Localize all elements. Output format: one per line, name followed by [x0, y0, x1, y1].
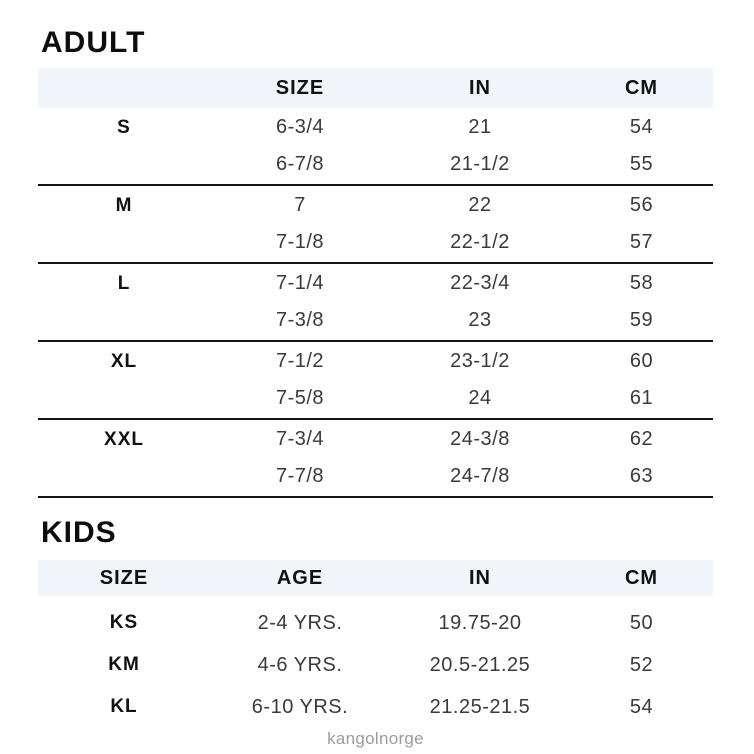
in-cell: 21.25-21.5 [429, 695, 531, 718]
cm-cell: 54 [629, 116, 654, 138]
cm-cell: 56 [629, 194, 654, 216]
column-header-in: IN [469, 566, 491, 589]
table-row [38, 343, 713, 380]
in-cell: 24 [468, 387, 492, 409]
size-group-label: XL [110, 350, 138, 372]
size-cell: 7-5/8 [275, 387, 325, 409]
cm-cell: 60 [629, 350, 654, 372]
size-group-l [38, 264, 713, 342]
size-group-m [38, 186, 713, 264]
kids-size-label: KL [110, 696, 138, 717]
kids-size-table [38, 560, 713, 728]
cm-cell: 58 [629, 272, 654, 294]
table-row [38, 146, 713, 183]
in-cell: 22-1/2 [450, 231, 510, 253]
size-group-label: XXL [104, 428, 144, 450]
cm-cell: 54 [629, 695, 654, 718]
kids-size-label: KM [108, 654, 140, 675]
in-cell: 24-7/8 [450, 465, 510, 487]
column-header-in: IN [469, 76, 491, 99]
cm-cell: 59 [629, 309, 654, 331]
cm-cell: 63 [629, 465, 654, 487]
column-header-cm: CM [624, 566, 659, 589]
size-group-label: M [115, 194, 133, 216]
in-cell: 19.75-20 [438, 611, 522, 634]
age-cell: 6-10 YRS. [251, 695, 349, 718]
table-row [38, 458, 713, 495]
section-title-adult: ADULT [41, 26, 146, 59]
adult-size-table [38, 68, 713, 498]
kids-table-body [38, 596, 713, 728]
in-cell: 21 [468, 116, 492, 138]
cm-cell: 55 [629, 153, 654, 175]
size-group-xxl [38, 420, 713, 498]
size-group-xl [38, 342, 713, 420]
adult-table-header-row [38, 68, 713, 108]
size-cell: 7-1/8 [275, 231, 325, 253]
size-group-label: L [117, 272, 131, 294]
kids-table-header-row [38, 560, 713, 596]
cm-cell: 52 [629, 653, 654, 676]
in-cell: 20.5-21.25 [429, 653, 531, 676]
table-row [38, 686, 713, 728]
brand-watermark: kangolnorge [327, 729, 424, 748]
table-row [38, 187, 713, 224]
size-group-label: S [117, 116, 131, 138]
age-cell: 4-6 YRS. [257, 653, 343, 676]
size-cell: 7-1/2 [275, 350, 325, 372]
size-group-s [38, 108, 713, 186]
size-cell: 7-7/8 [275, 465, 325, 487]
table-row [38, 644, 713, 686]
table-row [38, 380, 713, 417]
table-row [38, 224, 713, 261]
table-row [38, 109, 713, 146]
in-cell: 23-1/2 [450, 350, 510, 372]
in-cell: 24-3/8 [450, 428, 510, 450]
in-cell: 22-3/4 [450, 272, 510, 294]
age-cell: 2-4 YRS. [257, 611, 343, 634]
size-cell: 7-3/8 [275, 309, 325, 331]
section-title-kids: KIDS [41, 516, 117, 549]
column-header-age: AGE [276, 566, 324, 589]
size-cell: 7-1/4 [275, 272, 325, 294]
size-cell: 6-7/8 [275, 153, 325, 175]
table-row [38, 302, 713, 339]
size-cell: 7 [294, 194, 306, 216]
table-row [38, 265, 713, 302]
column-header-size: SIZE [99, 566, 149, 589]
column-header-size: SIZE [275, 76, 325, 99]
table-row [38, 421, 713, 458]
size-cell: 7-3/4 [275, 428, 325, 450]
kids-size-label: KS [109, 612, 139, 633]
in-cell: 22 [468, 194, 492, 216]
size-cell: 6-3/4 [275, 116, 325, 138]
cm-cell: 62 [629, 428, 654, 450]
table-row [38, 602, 713, 644]
cm-cell: 61 [629, 387, 654, 409]
cm-cell: 57 [629, 231, 654, 253]
in-cell: 23 [468, 309, 492, 331]
column-header-cm: CM [624, 76, 659, 99]
in-cell: 21-1/2 [450, 153, 510, 175]
cm-cell: 50 [629, 611, 654, 634]
